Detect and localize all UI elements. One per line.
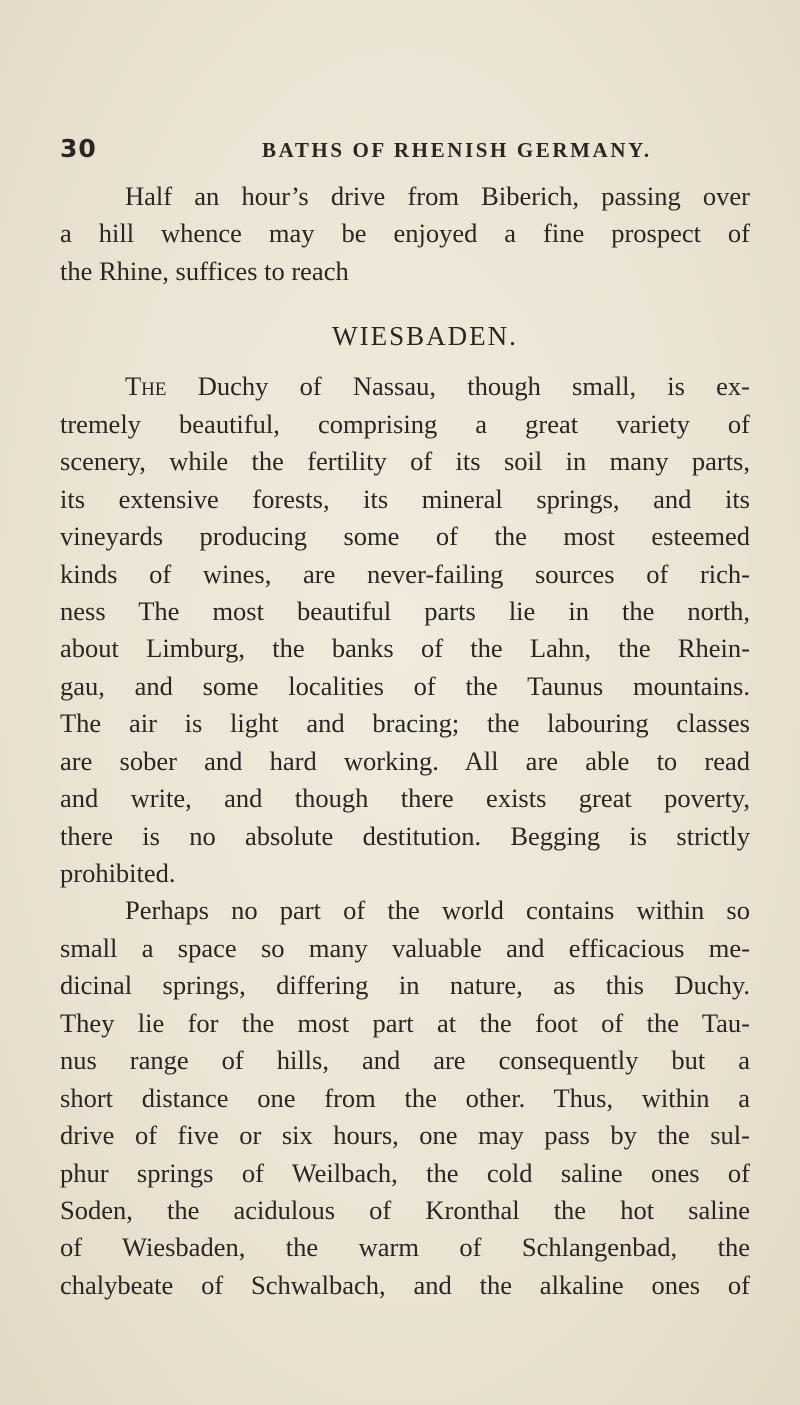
text-line: about Limburg, the banks of the Lahn, the Rhein- xyxy=(60,633,750,664)
text-line: scenery, while the fertility of its soil in many parts, xyxy=(60,446,750,477)
text-line: gau, and some localities of the Taunus mountains. xyxy=(60,670,750,701)
section-heading: WIESBADEN. xyxy=(332,321,518,352)
body-text xyxy=(60,178,750,1304)
text-line: Half an hour’s drive from Biberich, passing over xyxy=(125,181,750,211)
text-line: of Wiesbaden, the warm of Schlangenbad, the xyxy=(60,1232,750,1263)
text-line: tremely beautiful, comprising a great variety of xyxy=(60,408,750,439)
text-line xyxy=(60,368,750,405)
text-line: Soden, the acidulous of Kronthal the hot saline xyxy=(60,1194,750,1225)
text-line: are sober and hard working. All are able to read xyxy=(60,745,750,776)
text-line: there is no absolute destitution. Begging is strictly xyxy=(60,820,750,851)
text-line: short distance one from the other. Thus, within a xyxy=(60,1082,750,1113)
text-line: The air is light and bracing; the labouring classes xyxy=(60,708,750,739)
text-fragment: Duchy of Nassau, though small, is ex- xyxy=(166,371,750,402)
text-line: kinds of wines, are never-failing sources of rich- xyxy=(60,558,750,589)
text-line: drive of five or six hours, one may pass by the sul- xyxy=(60,1120,750,1151)
text-line: They lie for the most part at the foot of the Tau- xyxy=(60,1007,750,1038)
text-line: prohibited. xyxy=(60,858,176,888)
text-line: and write, and though there exists great poverty, xyxy=(60,783,750,814)
text-line: Perhaps no part of the world contains within so xyxy=(125,895,750,926)
text-line: small a space so many valuable and efficacious me- xyxy=(60,932,750,963)
text-line: vineyards producing some of the most esteemed xyxy=(60,521,750,552)
page-number: 30 xyxy=(60,134,97,163)
text-line: phur springs of Weilbach, the cold saline ones of xyxy=(60,1157,750,1188)
text-line: a hill whence may be enjoyed a fine prospect of xyxy=(60,218,750,249)
text-line: nus range of hills, and are consequently but a xyxy=(60,1045,750,1076)
running-title: BATHS OF RHENISH GERMANY. xyxy=(262,138,652,162)
text-line: dicinal springs, differing in nature, as this Duchy. xyxy=(60,970,750,1001)
running-head xyxy=(60,134,750,168)
drop-lead-word: The xyxy=(125,371,167,402)
text-line: the Rhine, suffices to reach xyxy=(60,255,349,286)
text-line: its extensive forests, its mineral springs, and its xyxy=(60,483,750,514)
text-line: ness The most beautiful parts lie in the north, xyxy=(60,595,750,626)
text-line: chalybeate of Schwalbach, and the alkaline ones of xyxy=(60,1269,750,1300)
